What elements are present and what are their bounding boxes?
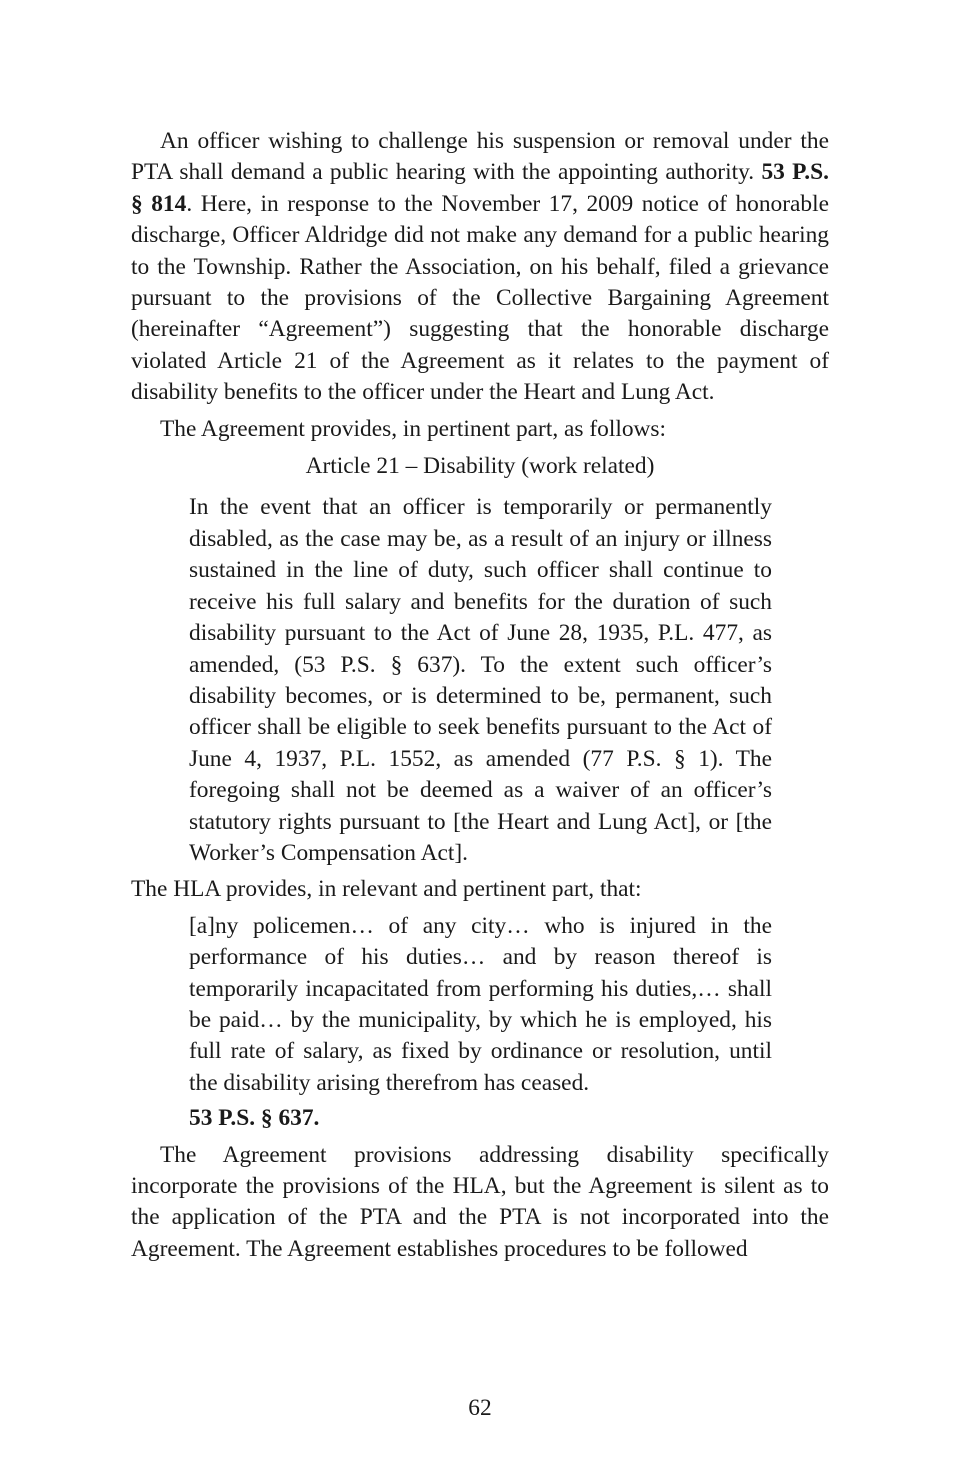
agreement-intro: The Agreement provides, in pertinent part, as follows: (160, 415, 667, 442)
page-body (131, 126, 829, 1265)
paragraph-pta-challenge (131, 126, 829, 409)
paragraph-1-text-after-cite: . Here, in response to the November 17, 2009 notice of honorable discharge, Officer Aldridge did not make any demand for a public hearing to the Township. Rather the Association, on his behalf, filed a grievance pursuant to the provisions of the Collective Bargaining Agreement (hereinafter “Agreement”) suggesting that the honorable discharge violated Article 21 of the Agreement as it relates to the payment of disability benefits to the officer under the Heart and Lung Act. (131, 190, 829, 406)
paragraph-1-text-before-cite: An officer wishing to challenge his suspension or removal under the PTA shall demand a public hearing with the appointing authority. (131, 128, 829, 186)
hla-intro: The HLA provides, in relevant and pertinent part, that: (131, 876, 642, 903)
statute-citation-814: 53 P.S. § 814 (131, 159, 829, 217)
paragraph-agreement-provisions: The Agreement provisions addressing disability specifically incorporate the provisions of the HLA, but the Agreement is silent as to the application of the PTA and the PTA is not incorporated into the Agreement. The Agreement establishes procedures to be followed (131, 1141, 829, 1262)
hla-quote: [a]ny policemen… of any city… who is injured in the performance of his duties… and by reason thereof is temporarily incapacitated from performing his duties,… shall be paid… by the municipality, by which he is employed, his full rate of salary, as fixed by ordinance or resolution, until the disability arising therefrom has ceased. (189, 912, 772, 1096)
article-21-quote: In the event that an officer is temporarily or permanently disabled, as the case may be, as a result of an injury or illness sustained in the line of duty, such officer shall continue to receive his full salary and benefits for the duration of such disability pursuant to the Act of June 28, 1935, P.L. 477, as amended, (53 P.S. § 637). To the extent such officer’s disability becomes, or is determined to be, permanent, such officer shall be eligible to seek benefits pursuant to the Act of June 4, 1937, P.L. 1552, as amended (77 P.S. § 1). The foregoing shall not be deemed as a waiver of an officer’s statutory rights pursuant to [the Heart and Lung Act], or [the Worker’s Compensation Act]. (189, 494, 772, 866)
page-number: 62 (468, 1395, 492, 1421)
article-heading: Article 21 – Disability (work related) (305, 453, 655, 480)
hla-citation: 53 P.S. § 637. (189, 1105, 320, 1132)
